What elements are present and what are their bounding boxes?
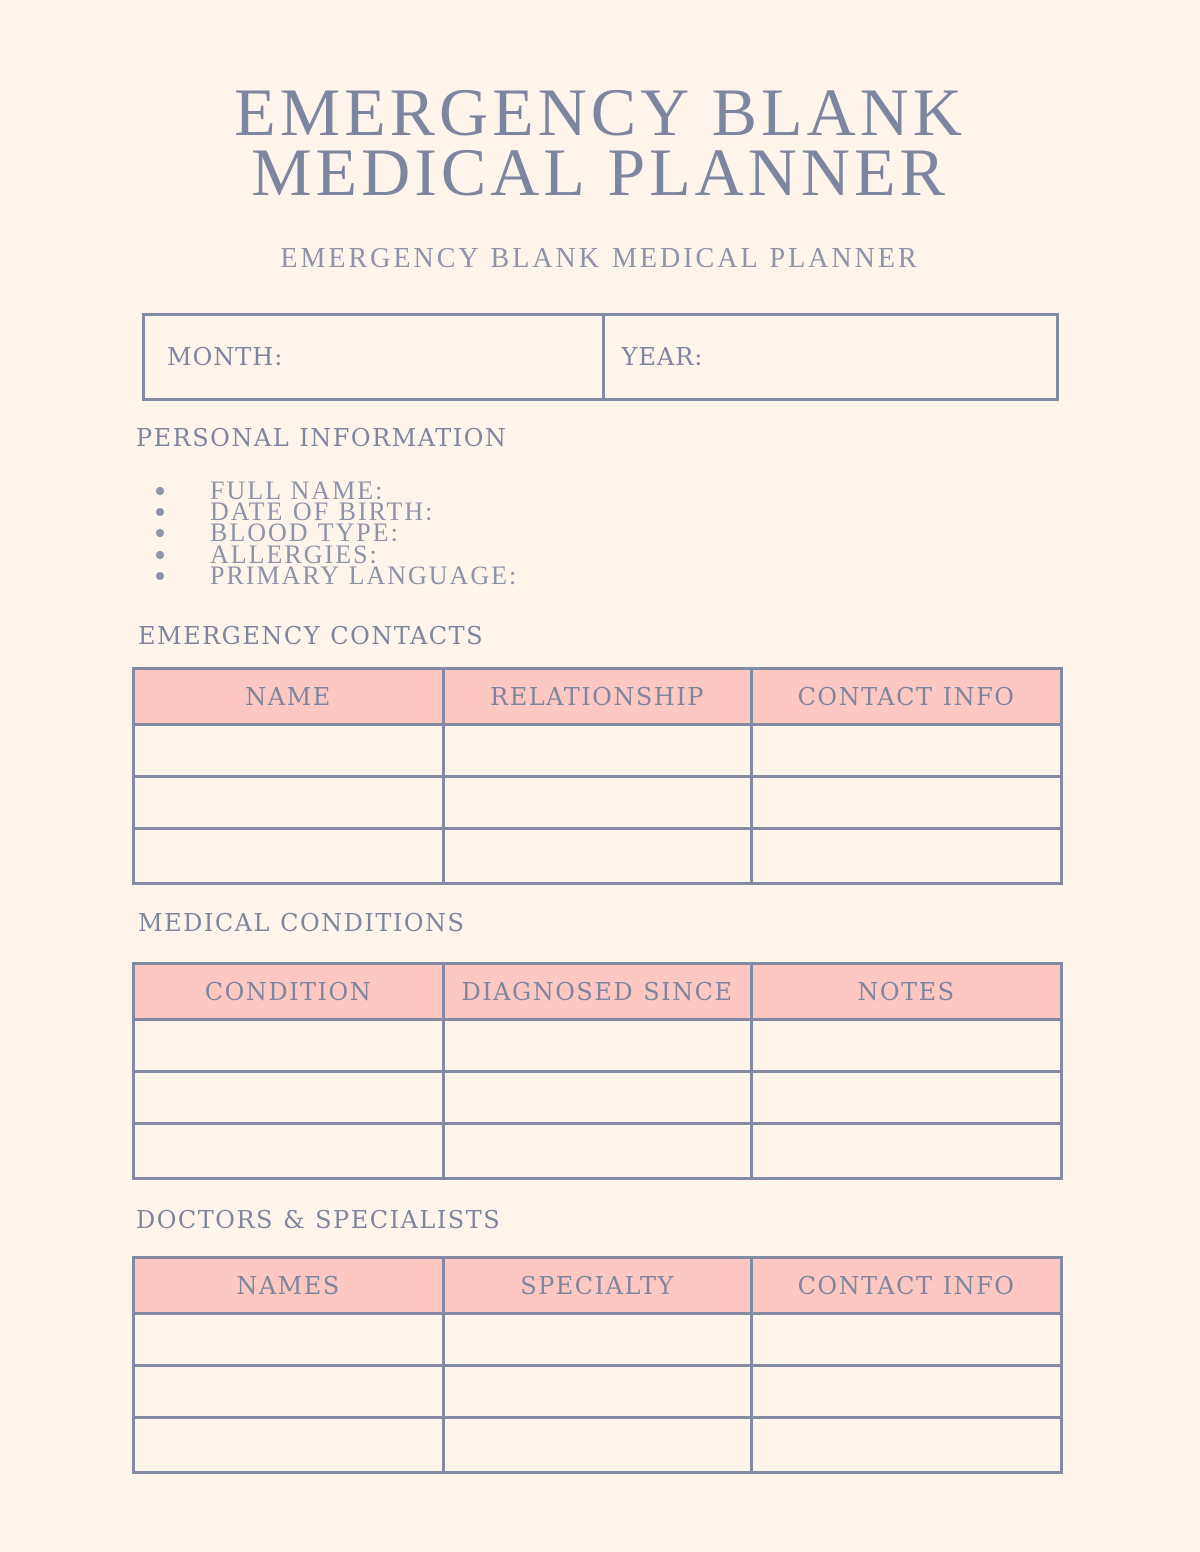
emergency-contacts-table bbox=[132, 667, 1063, 885]
table-cell[interactable] bbox=[752, 1314, 1062, 1366]
table-cell[interactable] bbox=[444, 1020, 752, 1072]
page-title-line-2: MEDICAL PLANNER bbox=[251, 134, 949, 210]
allergies-label: ALLERGIES: bbox=[210, 539, 379, 569]
table-cell[interactable] bbox=[752, 725, 1062, 777]
table-row bbox=[134, 1314, 1062, 1366]
year-field[interactable] bbox=[602, 316, 1057, 398]
table-cell[interactable] bbox=[134, 1314, 444, 1366]
personal-information-list bbox=[152, 476, 519, 590]
table-cell[interactable] bbox=[752, 1072, 1062, 1124]
table-cell[interactable] bbox=[134, 1072, 444, 1124]
table-cell[interactable] bbox=[444, 1124, 752, 1179]
bullet-icon bbox=[156, 487, 164, 495]
medical-conditions-table bbox=[132, 962, 1063, 1180]
table-cell[interactable] bbox=[752, 777, 1062, 829]
blood-type-label: BLOOD TYPE: bbox=[210, 518, 400, 548]
table-row bbox=[134, 777, 1062, 829]
date-of-birth-label: DATE OF BIRTH: bbox=[210, 497, 435, 527]
table-row bbox=[134, 1072, 1062, 1124]
column-header-contact-info: CONTACT INFO bbox=[752, 669, 1062, 725]
full-name-label: FULL NAME: bbox=[210, 476, 385, 505]
emergency-contacts-heading: EMERGENCY CONTACTS bbox=[138, 622, 485, 650]
table-cell[interactable] bbox=[134, 1020, 444, 1072]
table-cell[interactable] bbox=[134, 1418, 444, 1473]
table-cell[interactable] bbox=[134, 725, 444, 777]
table-cell[interactable] bbox=[752, 829, 1062, 884]
page-title bbox=[0, 74, 1200, 210]
list-item bbox=[152, 560, 519, 590]
column-header-names: NAMES bbox=[134, 1258, 444, 1314]
table-row bbox=[134, 725, 1062, 777]
column-header-specialty: SPECIALTY bbox=[444, 1258, 752, 1314]
table-cell[interactable] bbox=[444, 1072, 752, 1124]
page-subtitle: EMERGENCY BLANK MEDICAL PLANNER bbox=[280, 243, 920, 274]
column-header-notes: NOTES bbox=[752, 964, 1062, 1020]
table-cell[interactable] bbox=[134, 777, 444, 829]
column-header-condition: CONDITION bbox=[134, 964, 444, 1020]
table-row bbox=[134, 829, 1062, 884]
bullet-icon bbox=[156, 508, 164, 516]
bullet-icon bbox=[156, 572, 164, 580]
doctors-specialists-table bbox=[132, 1256, 1063, 1474]
table-cell[interactable] bbox=[134, 1366, 444, 1418]
personal-information-heading: PERSONAL INFORMATION bbox=[136, 424, 508, 452]
table-row bbox=[134, 1418, 1062, 1473]
table-cell[interactable] bbox=[444, 1366, 752, 1418]
primary-language-label: PRIMARY LANGUAGE: bbox=[210, 560, 519, 590]
column-header-relationship: RELATIONSHIP bbox=[444, 669, 752, 725]
table-header-row bbox=[134, 669, 1062, 725]
column-header-diagnosed-since: DIAGNOSED SINCE bbox=[444, 964, 752, 1020]
doctors-specialists-heading: DOCTORS & SPECIALISTS bbox=[136, 1206, 502, 1234]
month-year-box bbox=[142, 313, 1059, 401]
table-cell[interactable] bbox=[134, 829, 444, 884]
table-row bbox=[134, 1124, 1062, 1179]
column-header-name: NAME bbox=[134, 669, 444, 725]
table-cell[interactable] bbox=[444, 777, 752, 829]
table-header-row bbox=[134, 1258, 1062, 1314]
table-row bbox=[134, 1366, 1062, 1418]
year-label: YEAR: bbox=[621, 343, 704, 371]
month-field[interactable] bbox=[145, 316, 602, 398]
table-cell[interactable] bbox=[752, 1418, 1062, 1473]
medical-conditions-heading: MEDICAL CONDITIONS bbox=[138, 909, 466, 937]
month-label: MONTH: bbox=[167, 343, 284, 371]
page-title-line-1: EMERGENCY BLANK bbox=[234, 74, 966, 150]
table-cell[interactable] bbox=[444, 1418, 752, 1473]
bullet-icon bbox=[156, 529, 164, 537]
bullet-icon bbox=[156, 551, 164, 559]
table-cell[interactable] bbox=[444, 1314, 752, 1366]
table-cell[interactable] bbox=[444, 725, 752, 777]
table-cell[interactable] bbox=[444, 829, 752, 884]
table-cell[interactable] bbox=[134, 1124, 444, 1179]
column-header-contact-info: CONTACT INFO bbox=[752, 1258, 1062, 1314]
table-row bbox=[134, 1020, 1062, 1072]
table-cell[interactable] bbox=[752, 1366, 1062, 1418]
table-header-row bbox=[134, 964, 1062, 1020]
table-cell[interactable] bbox=[752, 1124, 1062, 1179]
table-cell[interactable] bbox=[752, 1020, 1062, 1072]
